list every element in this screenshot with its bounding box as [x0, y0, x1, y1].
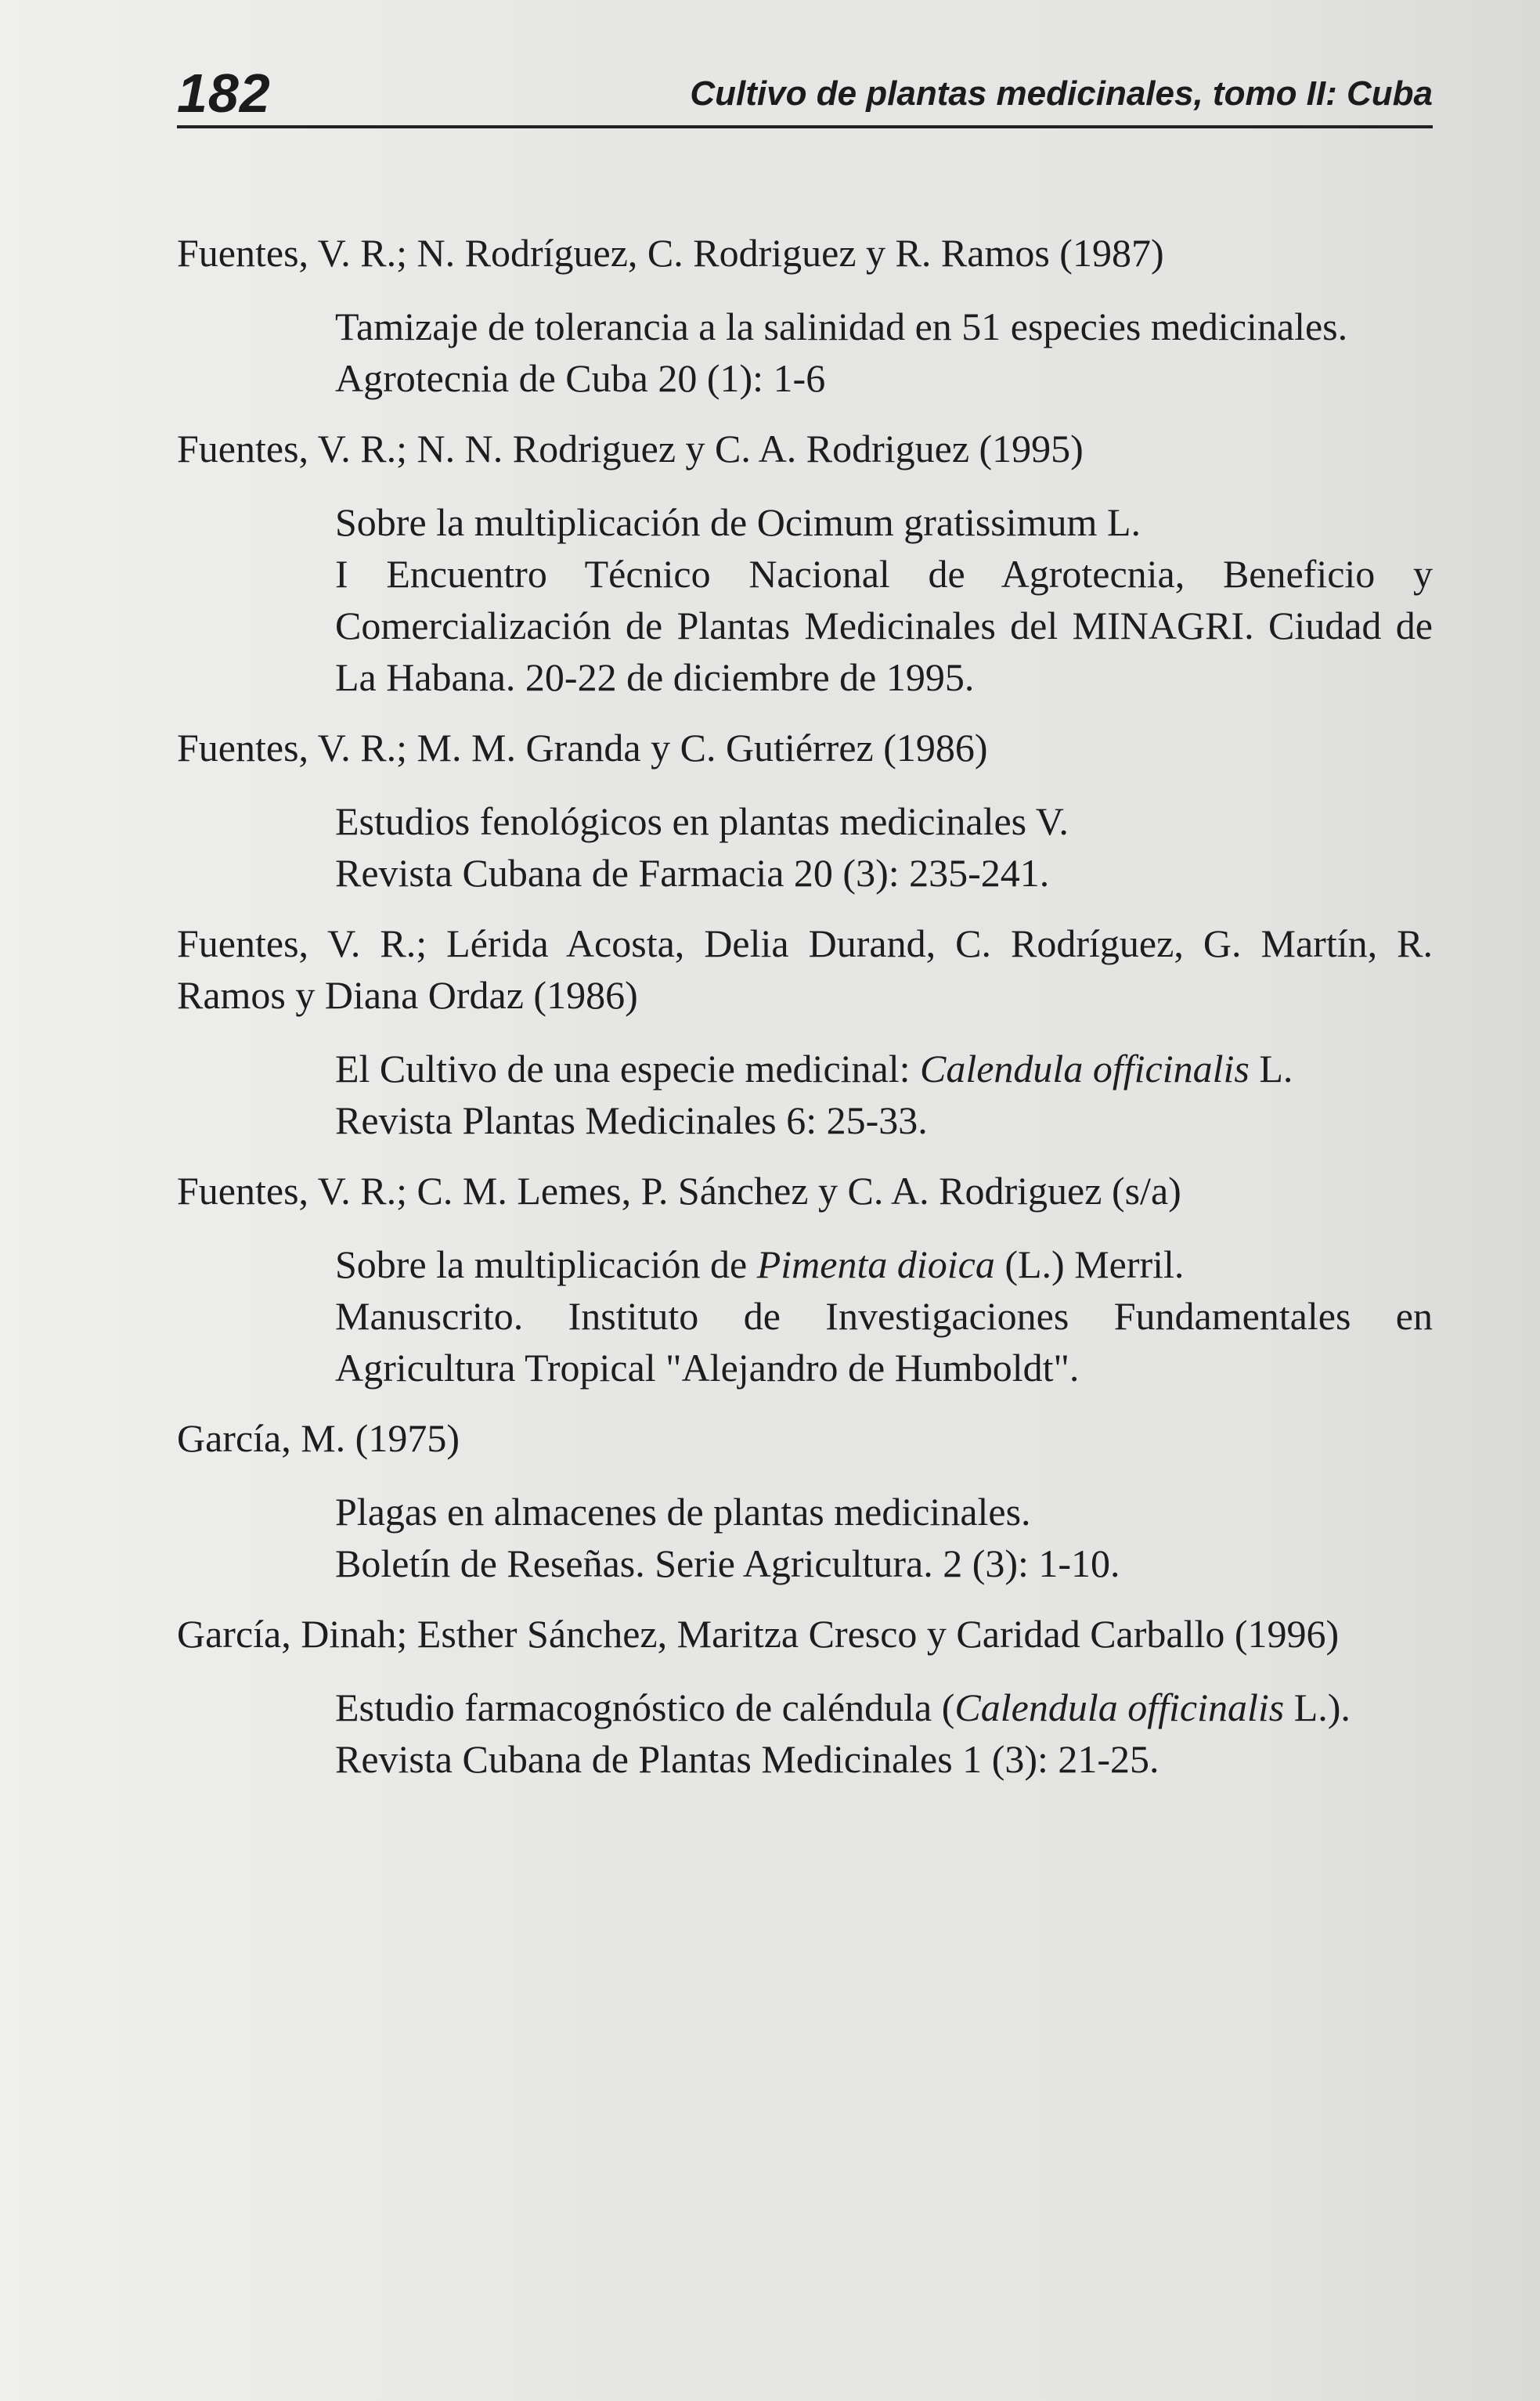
reference-details — [335, 496, 1433, 703]
title-text: L. — [1249, 1047, 1293, 1091]
reference-authors: García, Dinah; Esther Sánchez, Maritza Cresco y Caridad Carballo (1996) — [177, 1612, 1340, 1656]
reference-title: Tamizaje de tolerancia a la salinidad en 51 especies medicinales. — [335, 305, 1348, 348]
reference-source: Agrotecnia de Cuba 20 (1): 1-6 — [335, 356, 826, 400]
reference-title: Sobre la multiplicación de Ocimum gratissimum L. — [335, 500, 1141, 544]
reference-entry — [177, 1165, 1433, 1393]
reference-list — [177, 227, 1433, 1804]
reference-authors: Fuentes, V. R.; N. N. Rodriguez y C. A. Rodriguez (1995) — [177, 427, 1084, 470]
species-name: Calendula officinalis — [920, 1047, 1250, 1091]
reference-entry — [177, 917, 1433, 1146]
reference-authors: García, M. (1975) — [177, 1416, 460, 1460]
title-text: L.). — [1284, 1685, 1351, 1729]
reference-entry — [177, 1608, 1433, 1785]
page-number: 182 — [177, 63, 271, 124]
reference-source: Revista Cubana de Plantas Medicinales 1 (3): 21-25. — [335, 1737, 1160, 1781]
reference-details — [335, 301, 1433, 404]
reference-authors: Fuentes, V. R.; M. M. Granda y C. Gutiérrez (1986) — [177, 726, 988, 770]
reference-authors: Fuentes, V. R.; N. Rodríguez, C. Rodriguez y R. Ramos (1987) — [177, 231, 1164, 275]
reference-title — [335, 1043, 1433, 1094]
reference-authors: Fuentes, V. R.; Lérida Acosta, Delia Durand, C. Rodríguez, G. Martín, R. Ramos y Diana Ordaz (1986) — [177, 921, 1433, 1017]
species-name: Pimenta dioica — [756, 1242, 995, 1286]
reference-source: Revista Plantas Medicinales 6: 25-33. — [335, 1098, 928, 1142]
species-name: Calendula officinalis — [954, 1685, 1285, 1729]
page-header — [177, 63, 1433, 128]
reference-entry — [177, 722, 1433, 899]
reference-source: Boletín de Reseñas. Serie Agricultura. 2 (3): 1-10. — [335, 1541, 1120, 1585]
reference-authors: Fuentes, V. R.; C. M. Lemes, P. Sánchez y C. A. Rodriguez (s/a) — [177, 1169, 1181, 1213]
reference-details — [335, 1682, 1433, 1785]
reference-title — [335, 1238, 1433, 1290]
title-text: Sobre la multiplicación de — [335, 1242, 757, 1286]
title-text: Estudio farmacognóstico de caléndula ( — [335, 1685, 955, 1729]
reference-source: Manuscrito. Instituto de Investigaciones Fundamentales en Agricultura Tropical "Alejandro de Humboldt". — [335, 1294, 1433, 1390]
reference-entry — [177, 1412, 1433, 1589]
title-text: El Cultivo de una especie medicinal: — [335, 1047, 920, 1091]
reference-entry — [177, 227, 1433, 404]
reference-details — [335, 795, 1433, 899]
reference-source: Revista Cubana de Farmacia 20 (3): 235-241. — [335, 851, 1050, 895]
reference-details — [335, 1238, 1433, 1393]
title-text: (L.) Merril. — [994, 1242, 1185, 1286]
reference-entry — [177, 423, 1433, 703]
running-title: Cultivo de plantas medicinales, tomo II: Cuba — [690, 74, 1433, 113]
reference-title: Plagas en almacenes de plantas medicinales. — [335, 1490, 1031, 1534]
reference-details — [335, 1043, 1433, 1146]
reference-title: Estudios fenológicos en plantas medicinales V. — [335, 799, 1069, 843]
reference-source: I Encuentro Técnico Nacional de Agrotecnia, Beneficio y Comercialización de Plantas Medicinales del MINAGRI. Ciudad de La Habana. 20-22 de diciembre de 1995. — [335, 552, 1433, 699]
reference-details — [335, 1486, 1433, 1589]
reference-title — [335, 1682, 1433, 1733]
